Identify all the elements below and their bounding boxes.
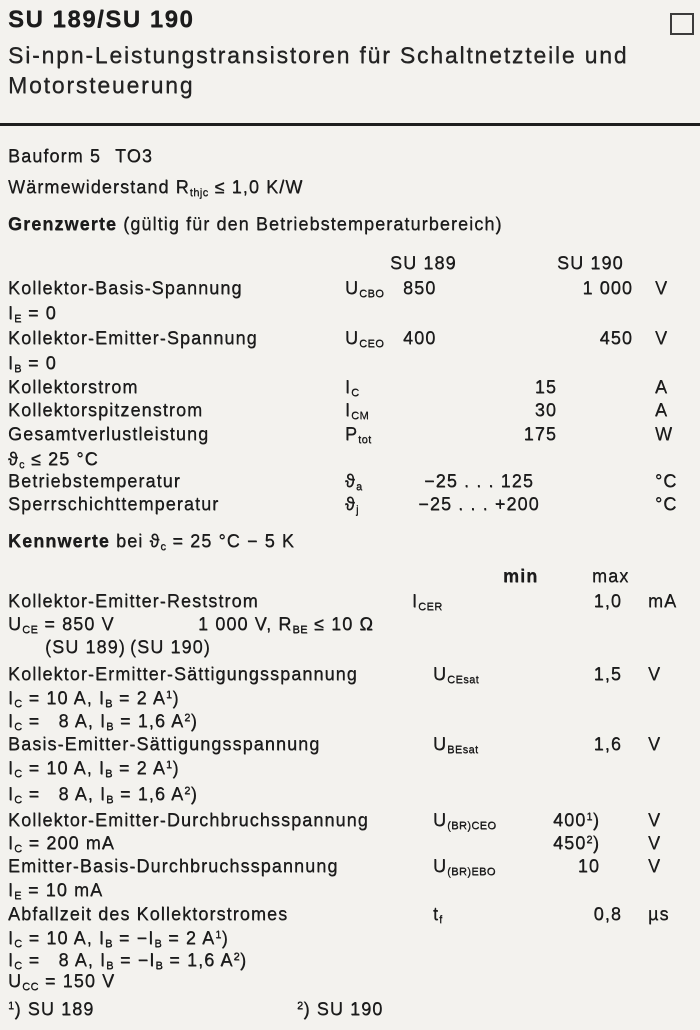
param-max-value: 1,5	[593, 664, 622, 684]
param-value-su190: 450	[599, 328, 633, 348]
param-min-value: 10	[577, 856, 600, 876]
test-condition: $I_C = 10$ A, $I_B = -I_B = 2$ $A^1$)	[8, 928, 229, 950]
empty-square-icon	[670, 13, 694, 35]
test-condition: $I_C = 8$ A, $I_B = 1,6$ $A^2$)	[8, 784, 198, 806]
footnote-1: $^1$) SU 189	[8, 999, 95, 1019]
param-name: Basis-Emitter-Sättigungsspannung	[8, 734, 321, 754]
subtitle-line-2: Motorsteuerung	[8, 72, 195, 98]
param-symbol: $P_{tot}$	[345, 424, 372, 446]
test-condition: $I_C = 10$ A, $I_B = 2$ $A^1$)	[8, 688, 180, 710]
test-condition: $I_C = 200$ mA	[8, 833, 115, 855]
param-name: Sperrschichttemperatur	[8, 494, 220, 514]
param-name: Emitter-Basis-Durchbruchsspannung	[8, 856, 339, 876]
param-symbol: $U_{CBO}$	[345, 278, 385, 300]
grenzwerte-heading-text	[8, 214, 503, 234]
param-max-value: 1,6	[593, 734, 622, 754]
param-name: Kollektor-Emitter-Spannung	[8, 328, 258, 348]
param-symbol: $I_{CM}$	[345, 400, 370, 422]
test-condition: $U_{CE} = 850$ V	[8, 614, 115, 636]
test-condition: $I_E = 0$	[8, 303, 57, 325]
param-symbol: $U_{(BR)EBO}$	[433, 856, 496, 878]
param-unit: °C	[655, 471, 678, 491]
param-symbol: $U_{BEsat}$	[433, 734, 479, 756]
grenzwerte-heading-bold: Grenzwerte	[8, 214, 118, 234]
param-symbol: $ϑ_a$	[345, 471, 363, 493]
thermal-resistance-text: Wärmewiderstand $R_{thjc} \le 1,0$ K/W	[8, 177, 304, 199]
param-unit: V	[648, 734, 662, 754]
test-condition-su189: (SU 189)	[45, 637, 126, 657]
kennwerte-heading-bold: Kennwerte	[8, 531, 110, 551]
param-unit: W	[655, 424, 674, 444]
param-value: 175	[523, 424, 557, 444]
param-name: Kollektor-Ermitter-Sättigungsspannung	[8, 664, 358, 684]
param-symbol: $U_{CEsat}$	[433, 664, 480, 686]
param-name: Kollektorstrom	[8, 377, 139, 397]
param-max-value: 0,8	[593, 904, 622, 924]
footnote-2: $^2$) SU 190	[297, 999, 384, 1019]
param-value-su189: 850	[403, 278, 437, 298]
kennwerte-heading-text	[8, 531, 295, 551]
param-value-su190: 1 000	[582, 278, 633, 298]
test-condition: $ϑ_c \le 25$ °C	[8, 449, 99, 471]
test-condition: $I_C = 10$ A, $I_B = 2$ $A^1$)	[8, 758, 180, 780]
param-unit: A	[655, 400, 669, 420]
param-name: Gesamtverlustleistung	[8, 424, 210, 444]
param-name: Kollektor-Basis-Spannung	[8, 278, 243, 298]
param-unit: V	[648, 810, 662, 830]
test-condition: $I_C = 8$ A, $I_B = -I_B = 1,6$ $A^2$)	[8, 950, 248, 972]
param-unit: V	[648, 856, 662, 876]
param-range: −25 . . . +200	[418, 494, 540, 514]
test-condition: $I_E = 10$ mA	[8, 880, 104, 902]
grenzwerte-heading-rest: (gültig für den Betriebstemperaturbereich)	[123, 214, 503, 234]
param-unit: V	[655, 278, 669, 298]
param-symbol: $ϑ_j$	[345, 494, 359, 516]
test-condition: $I_B = 0$	[8, 353, 57, 375]
param-name: Kollektor-Emitter-Durchbruchsspannung	[8, 810, 369, 830]
column-header-su190: SU 190	[557, 253, 624, 273]
column-header-max: max	[592, 566, 630, 586]
kennwerte-heading-rest: bei $ϑ_c = 25$ °C − 5 K	[116, 531, 295, 553]
package-type: TO3	[115, 146, 153, 166]
column-header-su189: SU 189	[390, 253, 457, 273]
bauform-label: Bauform 5	[8, 146, 101, 166]
param-symbol: $I_{CER}$	[412, 591, 443, 613]
section-divider	[0, 123, 700, 126]
param-symbol: $U_{(BR)CEO}$	[433, 810, 497, 832]
param-value: 15	[534, 377, 557, 397]
param-min-value: $400^1$)	[553, 810, 600, 830]
test-condition-su190: (SU 190)	[130, 637, 211, 657]
param-symbol: $t_f$	[433, 904, 443, 926]
param-name: Kollektorspitzenstrom	[8, 400, 204, 420]
param-value: 30	[534, 400, 557, 420]
param-min-value: $450^2$)	[553, 833, 600, 853]
param-value-su189: 400	[403, 328, 437, 348]
param-unit: mA	[648, 591, 678, 611]
test-condition: $U_{CC} = 150$ V	[8, 971, 116, 993]
param-unit: V	[655, 328, 669, 348]
param-symbol: $I_C$	[345, 377, 360, 399]
param-unit: V	[648, 833, 662, 853]
param-name: Kollektor-Emitter-Reststrom	[8, 591, 259, 611]
param-max-value: 1,0	[593, 591, 622, 611]
test-condition: $I_C = 8$ A, $I_B = 1,6$ $A^2$)	[8, 711, 198, 733]
param-symbol: $U_{CEO}$	[345, 328, 385, 350]
param-name: Abfallzeit des Kollektorstromes	[8, 904, 289, 924]
param-unit: A	[655, 377, 669, 397]
subtitle-line-1: Si-npn-Leistungstransistoren für Schaltnetzteile und	[8, 42, 629, 68]
param-name: Betriebstemperatur	[8, 471, 181, 491]
param-range: −25 . . . 125	[424, 471, 534, 491]
param-unit: µs	[648, 904, 670, 924]
test-condition: 1 000 V, $R_{BE} \le 10$ Ω	[198, 614, 374, 636]
param-unit: °C	[655, 494, 678, 514]
param-unit: V	[648, 664, 662, 684]
page-title: SU 189/SU 190	[8, 6, 195, 33]
column-header-min: min	[503, 566, 539, 586]
